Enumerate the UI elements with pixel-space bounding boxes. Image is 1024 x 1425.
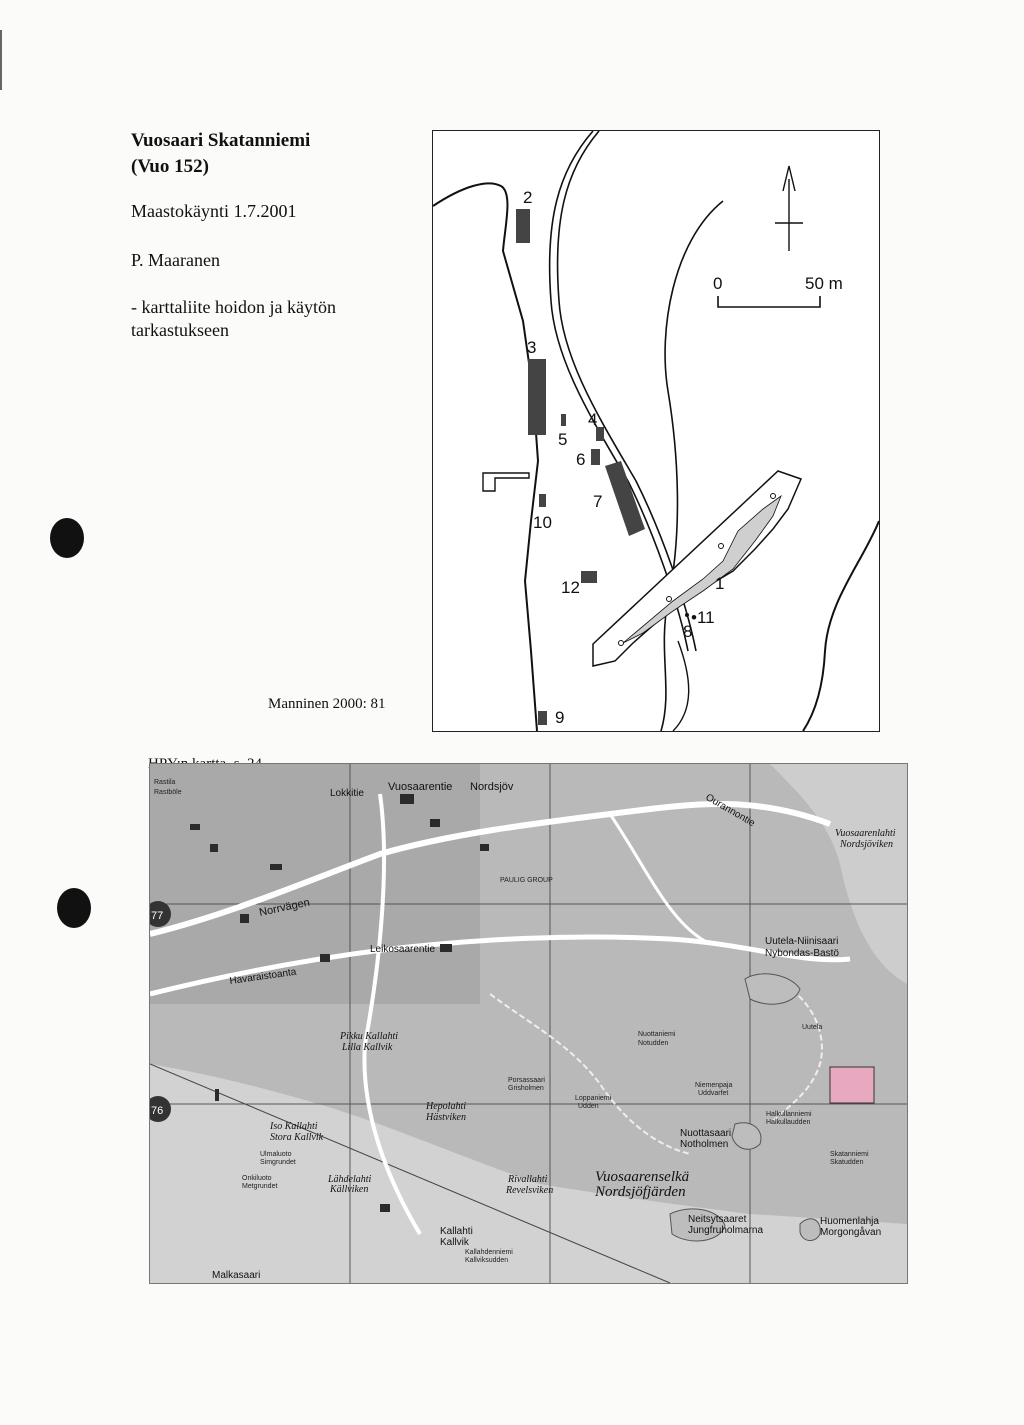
label-pikku-kallahti: Pikku Kallahti	[340, 1031, 399, 1042]
label-nordsjoviken: Nordsjöviken	[840, 839, 893, 850]
label-simgrundet: Simgrundet	[260, 1159, 296, 1166]
label-notholmen: Notholmen	[680, 1139, 729, 1150]
urban-area	[150, 764, 480, 1004]
label-grisholmen: Grisholmen	[508, 1085, 544, 1092]
track-line-south	[673, 641, 689, 731]
island-nuottasaari	[732, 1123, 761, 1150]
building-7	[605, 461, 645, 536]
road-link	[610, 814, 710, 944]
punch-hole-bottom	[57, 888, 91, 928]
scan-edge-mark	[0, 30, 2, 90]
label-ulmaluoto: Ulmaluoto	[260, 1151, 292, 1158]
label-nordsjofjarden: Nordsjöfjärden	[595, 1184, 686, 1200]
label-nordsjov: Nordsjöv	[470, 781, 514, 793]
label-onkiluoto: Onkiluoto	[242, 1175, 272, 1182]
building-5	[561, 414, 566, 426]
building-9	[538, 711, 547, 725]
label-lilla-kallvik: Lilla Kallvik	[342, 1042, 393, 1053]
label-nybondas-basto: Nybondas-Bastö	[765, 948, 839, 959]
feature-label-7: 7	[593, 492, 603, 511]
label-havaranta: Havaraistoanta	[228, 966, 298, 987]
scale-bar	[718, 296, 820, 307]
feature-label-6: 6	[576, 450, 586, 469]
feature-label-9: 9	[555, 708, 565, 727]
grid-label-77: 77	[151, 910, 164, 922]
label-lokkitie: Lokkitie	[330, 788, 364, 799]
label-huomenlahja: Huomenlahja	[820, 1216, 879, 1227]
building-12	[581, 571, 597, 583]
grid-label-76: 76	[151, 1105, 164, 1117]
label-rivalahti: Rivallahti	[508, 1174, 548, 1185]
label-halkullanniemi: Halkullanniemi	[766, 1111, 812, 1118]
island-huomenlahja	[800, 1219, 820, 1241]
feature-label-11: •11	[691, 608, 715, 627]
label-leikosaarentie: Leikosaarentie	[370, 944, 436, 955]
note-line-2: tarkastukseen	[131, 320, 229, 340]
path-coastal	[490, 994, 690, 1154]
label-skatudden: Skatudden	[830, 1159, 864, 1166]
building-2	[516, 209, 530, 243]
label-skatanniemi: Skatanniemi	[830, 1151, 869, 1158]
label-stora-kallvik: Stora Kallvik	[270, 1132, 324, 1143]
label-jungfruholmarna: Jungfruholmarna	[688, 1225, 764, 1236]
label-udden: Udden	[578, 1103, 599, 1110]
label-uutela: Uutela	[802, 1024, 823, 1031]
building-3	[528, 359, 546, 435]
label-loppaniemi: Loppaniemi	[575, 1095, 612, 1102]
page-title	[131, 128, 310, 180]
feature-label-8: 8	[683, 622, 693, 641]
city-map	[149, 763, 908, 1284]
site-code: (Vuo 152)	[131, 156, 209, 177]
scale-end: 50 m	[805, 274, 843, 293]
shoreline-path	[433, 183, 538, 731]
label-uddvarfet: Uddvarfet	[698, 1090, 729, 1097]
label-paulig: PAULIG GROUP	[500, 877, 553, 884]
label-malkasaari: Malkasaari	[212, 1270, 261, 1281]
site-name: Vuosaari Skatanniemi	[131, 130, 311, 151]
feature-label-5: 5	[558, 430, 568, 449]
label-ourannontie: Ourannontie	[703, 792, 757, 830]
sketch-credit: Manninen 2000: 81	[268, 696, 386, 712]
label-kallvik: Kallvik	[440, 1237, 469, 1248]
island-niinisaari	[745, 974, 800, 1004]
feature-label-10: 10	[533, 513, 552, 532]
marker-dot	[719, 544, 724, 549]
site-sketch-map	[432, 130, 880, 732]
label-nuottaniemi: Nuottaniemi	[638, 1031, 676, 1038]
label-iso-kallahti: Iso Kallahti	[270, 1121, 318, 1132]
building-6	[591, 449, 600, 465]
label-vuosaarenselka: Vuosaarenselkä	[595, 1169, 690, 1185]
building-10	[539, 494, 546, 507]
label-hastviken: Hästviken	[426, 1112, 466, 1123]
jetty	[483, 473, 529, 491]
label-norrvagen: Norrvägen	[258, 896, 311, 919]
marker-dot	[619, 641, 624, 646]
author-name: P. Maaranen	[131, 250, 220, 270]
label-porsaasaari: Porsassaari	[508, 1077, 545, 1084]
marker-dot	[771, 494, 776, 499]
label-kaliahti: Kallahti	[440, 1226, 473, 1237]
label-revelsviken: Revelsviken	[506, 1185, 554, 1196]
label-rastbole: Rastböle	[154, 789, 182, 796]
label-neitsytsaaret: Neitsytsaaret	[688, 1214, 747, 1225]
label-halkullaudden: Halkullaudden	[766, 1119, 811, 1126]
label-lahdelahti: Lähdelahti	[328, 1174, 372, 1185]
label-morgongavan: Morgongåvan	[820, 1227, 882, 1238]
label-niemenpaja: Niemenpaja	[695, 1082, 733, 1089]
label-rastila: Rastila	[154, 779, 176, 786]
label-vuosaarenlahti: Vuosaarenlahti	[835, 828, 896, 839]
east-shoreline	[803, 521, 879, 731]
label-notudden: Notudden	[638, 1040, 669, 1047]
feature-label-4: 4	[588, 410, 598, 429]
building-4	[596, 427, 604, 441]
punch-hole-top	[50, 518, 84, 558]
feature-11-dot	[685, 613, 689, 617]
note-line-1: - karttaliite hoidon ja käytön	[131, 297, 336, 317]
label-kallviken: Källviken	[330, 1184, 369, 1195]
site-highlight-box	[830, 1067, 874, 1103]
feature-label-1: 1	[715, 574, 725, 593]
label-kallahdenniemi: Kallahdenniemi	[465, 1249, 513, 1256]
scale-start: 0	[713, 274, 723, 293]
label-kallviksudden: Kallviksudden	[465, 1257, 509, 1264]
feature-label-2: 2	[523, 188, 533, 207]
label-nuottasaari: Nuottasaari	[680, 1128, 732, 1139]
label-hepolahti: Hepolahti	[426, 1101, 466, 1112]
label-uutela-niinisaari: Uutela-Niinisaari	[765, 936, 839, 947]
marker-dot	[667, 597, 672, 602]
feature-label-12: 12	[561, 578, 580, 597]
label-metgrundet: Metgrundet	[242, 1183, 278, 1190]
visit-date: Maastokäynti 1.7.2001	[131, 201, 297, 221]
feature-label-3: 3	[527, 338, 537, 357]
label-vuosaarentie: Vuosaarentie	[388, 781, 453, 793]
